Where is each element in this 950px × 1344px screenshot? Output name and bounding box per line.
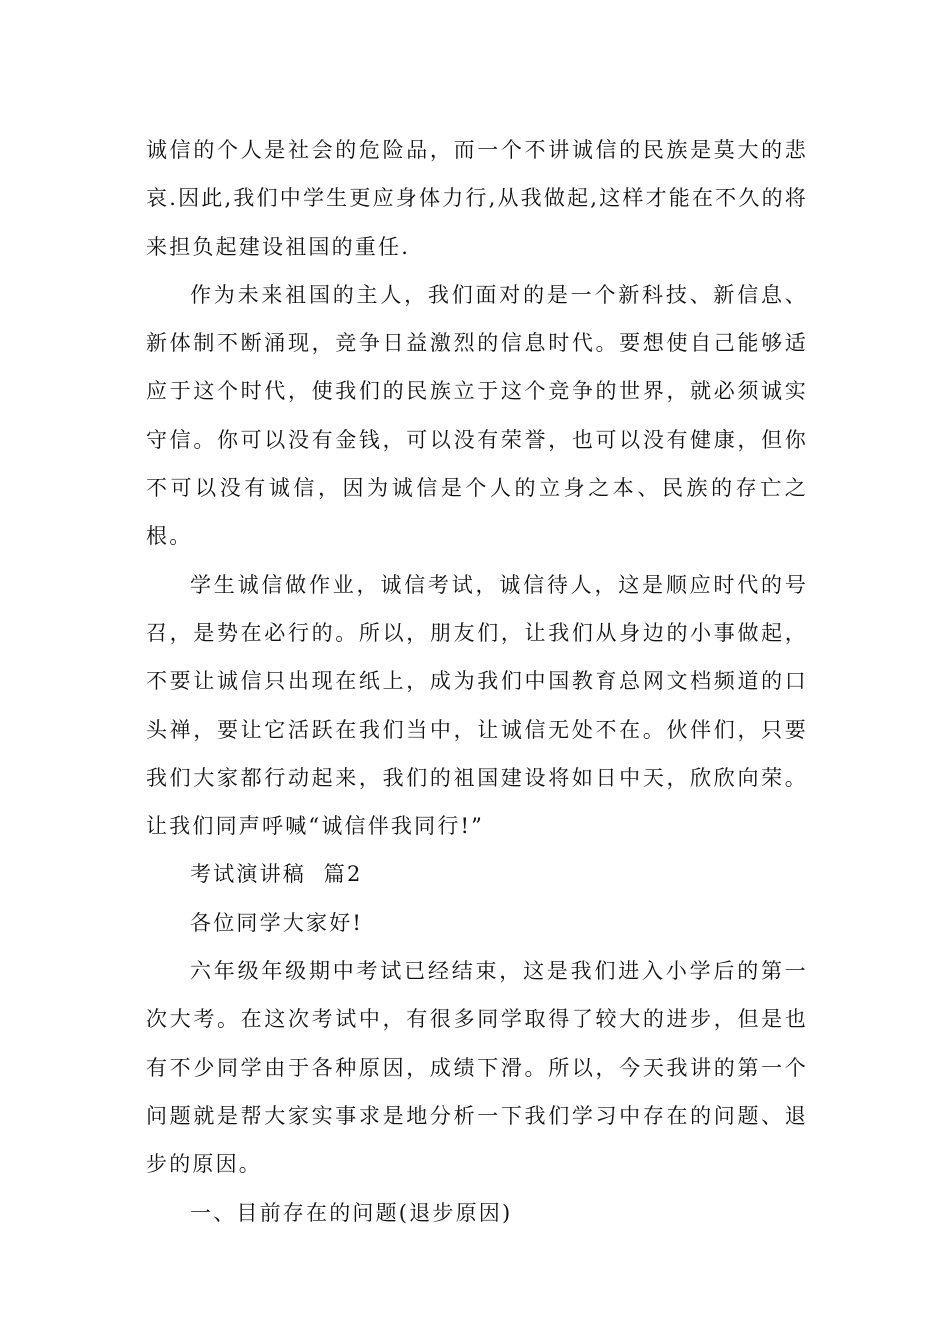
paragraph-continued: 诚信的个人是社会的危险品，而一个不讲诚信的民族是莫大的悲哀.因此,我们中学生更应身体力行,从我做起,这样才能在不久的将来担负起建设祖国的重任.: [146, 138, 808, 259]
paragraph-future-era: 作为未来祖国的主人，我们面对的是一个新科技、新信息、新体制不断涌现，竞争日益激烈的信息时代。要想使自己能够适应于这个时代，使我们的民族立于这个竞争的世界，就必须诚实守信。你可以没有金钱，可以没有荣誉，也可以没有健康，但你不可以没有诚信，因为诚信是个人的立身之本、民族的存亡之根。: [146, 282, 808, 549]
paragraph-midterm-exam: 六年级年级期中考试已经结束，这是我们进入小学后的第一次大考。在这次考试中，有很多同学取得了较大的进步，但是也有不少同学由于各种原因，成绩下滑。所以，今天我讲的第一个问题就是帮大家实事求是地分析一下我们学习中存在的问题、退步的原因。: [146, 959, 808, 1177]
greeting: 各位同学大家好!: [190, 910, 364, 935]
paragraph-student-integrity: 学生诚信做作业，诚信考试，诚信待人，这是顺应时代的号召，是势在必行的。所以，朋友们，让我们从身边的小事做起，不要让诚信只出现在纸上，成为我们中国教育总网文档频道的口头禅，要让它活跃在我们当中，让诚信无处不在。伙伴们，只要我们大家都行动起来，我们的祖国建设将如日中天，欣欣向荣。让我们同声呼喊“诚信伴我同行!”: [146, 572, 808, 839]
section-title: 考试演讲稿 篇2: [190, 862, 363, 887]
document-body: [146, 126, 808, 1237]
subheading-current-problems: 一、目前存在的问题(退步原因): [190, 1200, 513, 1225]
